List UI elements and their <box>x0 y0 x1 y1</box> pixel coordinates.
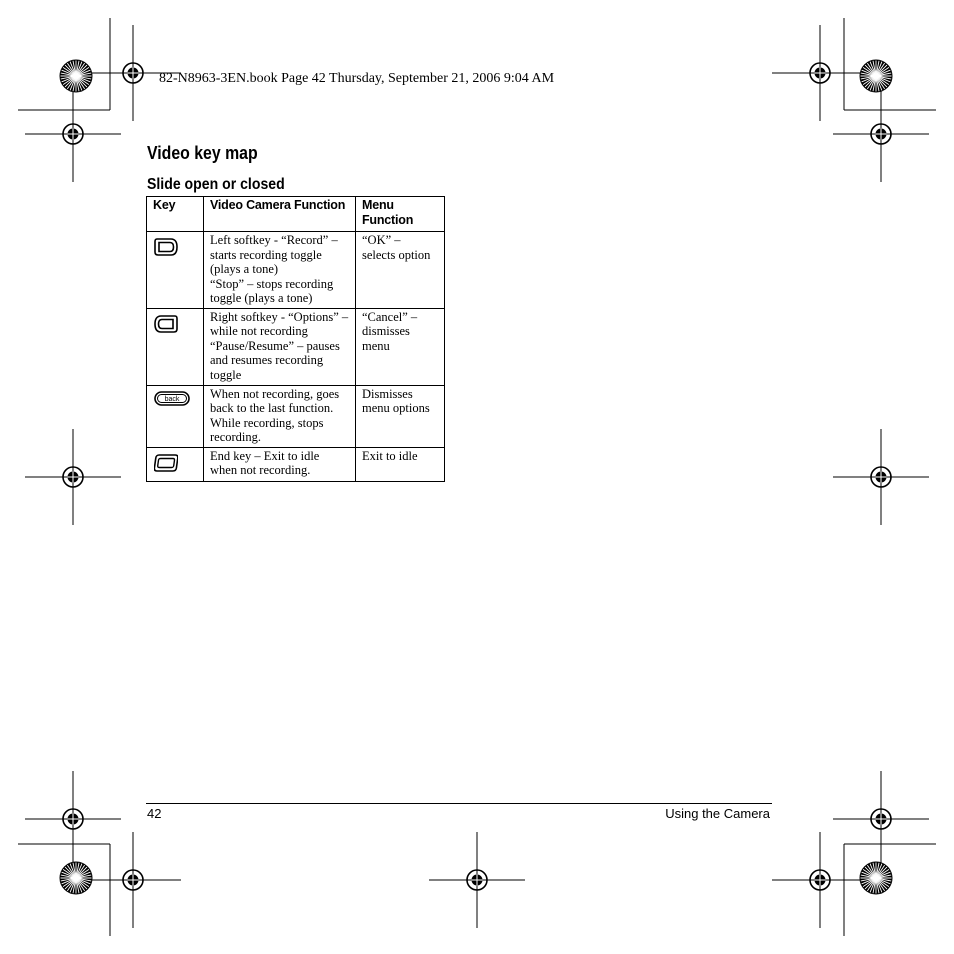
section-title: Video key map <box>147 143 258 163</box>
menu-function-cell: “OK” – selects option <box>356 232 445 309</box>
video-function-cell: Right softkey - “Options” – while not recording “Pause/Resume” – pauses and resumes recording toggle <box>204 308 356 385</box>
key-cell <box>147 308 204 385</box>
right-softkey-icon <box>154 314 178 334</box>
chapter-name: Using the Camera <box>665 806 770 821</box>
book-file-header: 82-N8963-3EN.book Page 42 Thursday, September 21, 2006 9:04 AM <box>159 71 555 86</box>
video-key-map-table <box>146 196 445 482</box>
footer-rule <box>146 803 772 804</box>
left-softkey-icon <box>154 237 178 257</box>
menu-function-cell: Dismisses menu options <box>356 385 445 447</box>
back-key-label: back <box>164 395 180 403</box>
key-cell <box>147 385 204 447</box>
table-row <box>147 232 445 309</box>
menu-function-cell: “Cancel” – dismisses menu <box>356 308 445 385</box>
column-header-key: Key <box>147 197 204 232</box>
key-cell <box>147 447 204 481</box>
back-key-icon <box>154 391 190 407</box>
key-cell <box>147 232 204 309</box>
video-function-cell: Left softkey - “Record” – starts recording toggle (plays a tone) “Stop” – stops recording toggle (plays a tone) <box>204 232 356 309</box>
table-row <box>147 385 445 447</box>
column-header-video-function: Video Camera Function <box>204 197 356 232</box>
subsection-title: Slide open or closed <box>147 176 285 193</box>
video-function-cell: When not recording, goes back to the last function. While recording, stops recording. <box>204 385 356 447</box>
table-header-row <box>147 197 445 232</box>
column-header-menu-function: Menu Function <box>356 197 445 232</box>
video-function-cell: End key – Exit to idle when not recording. <box>204 447 356 481</box>
page-number: 42 <box>147 806 162 821</box>
end-key-icon <box>154 453 178 473</box>
menu-function-cell: Exit to idle <box>356 447 445 481</box>
table-row <box>147 447 445 481</box>
table-row <box>147 308 445 385</box>
